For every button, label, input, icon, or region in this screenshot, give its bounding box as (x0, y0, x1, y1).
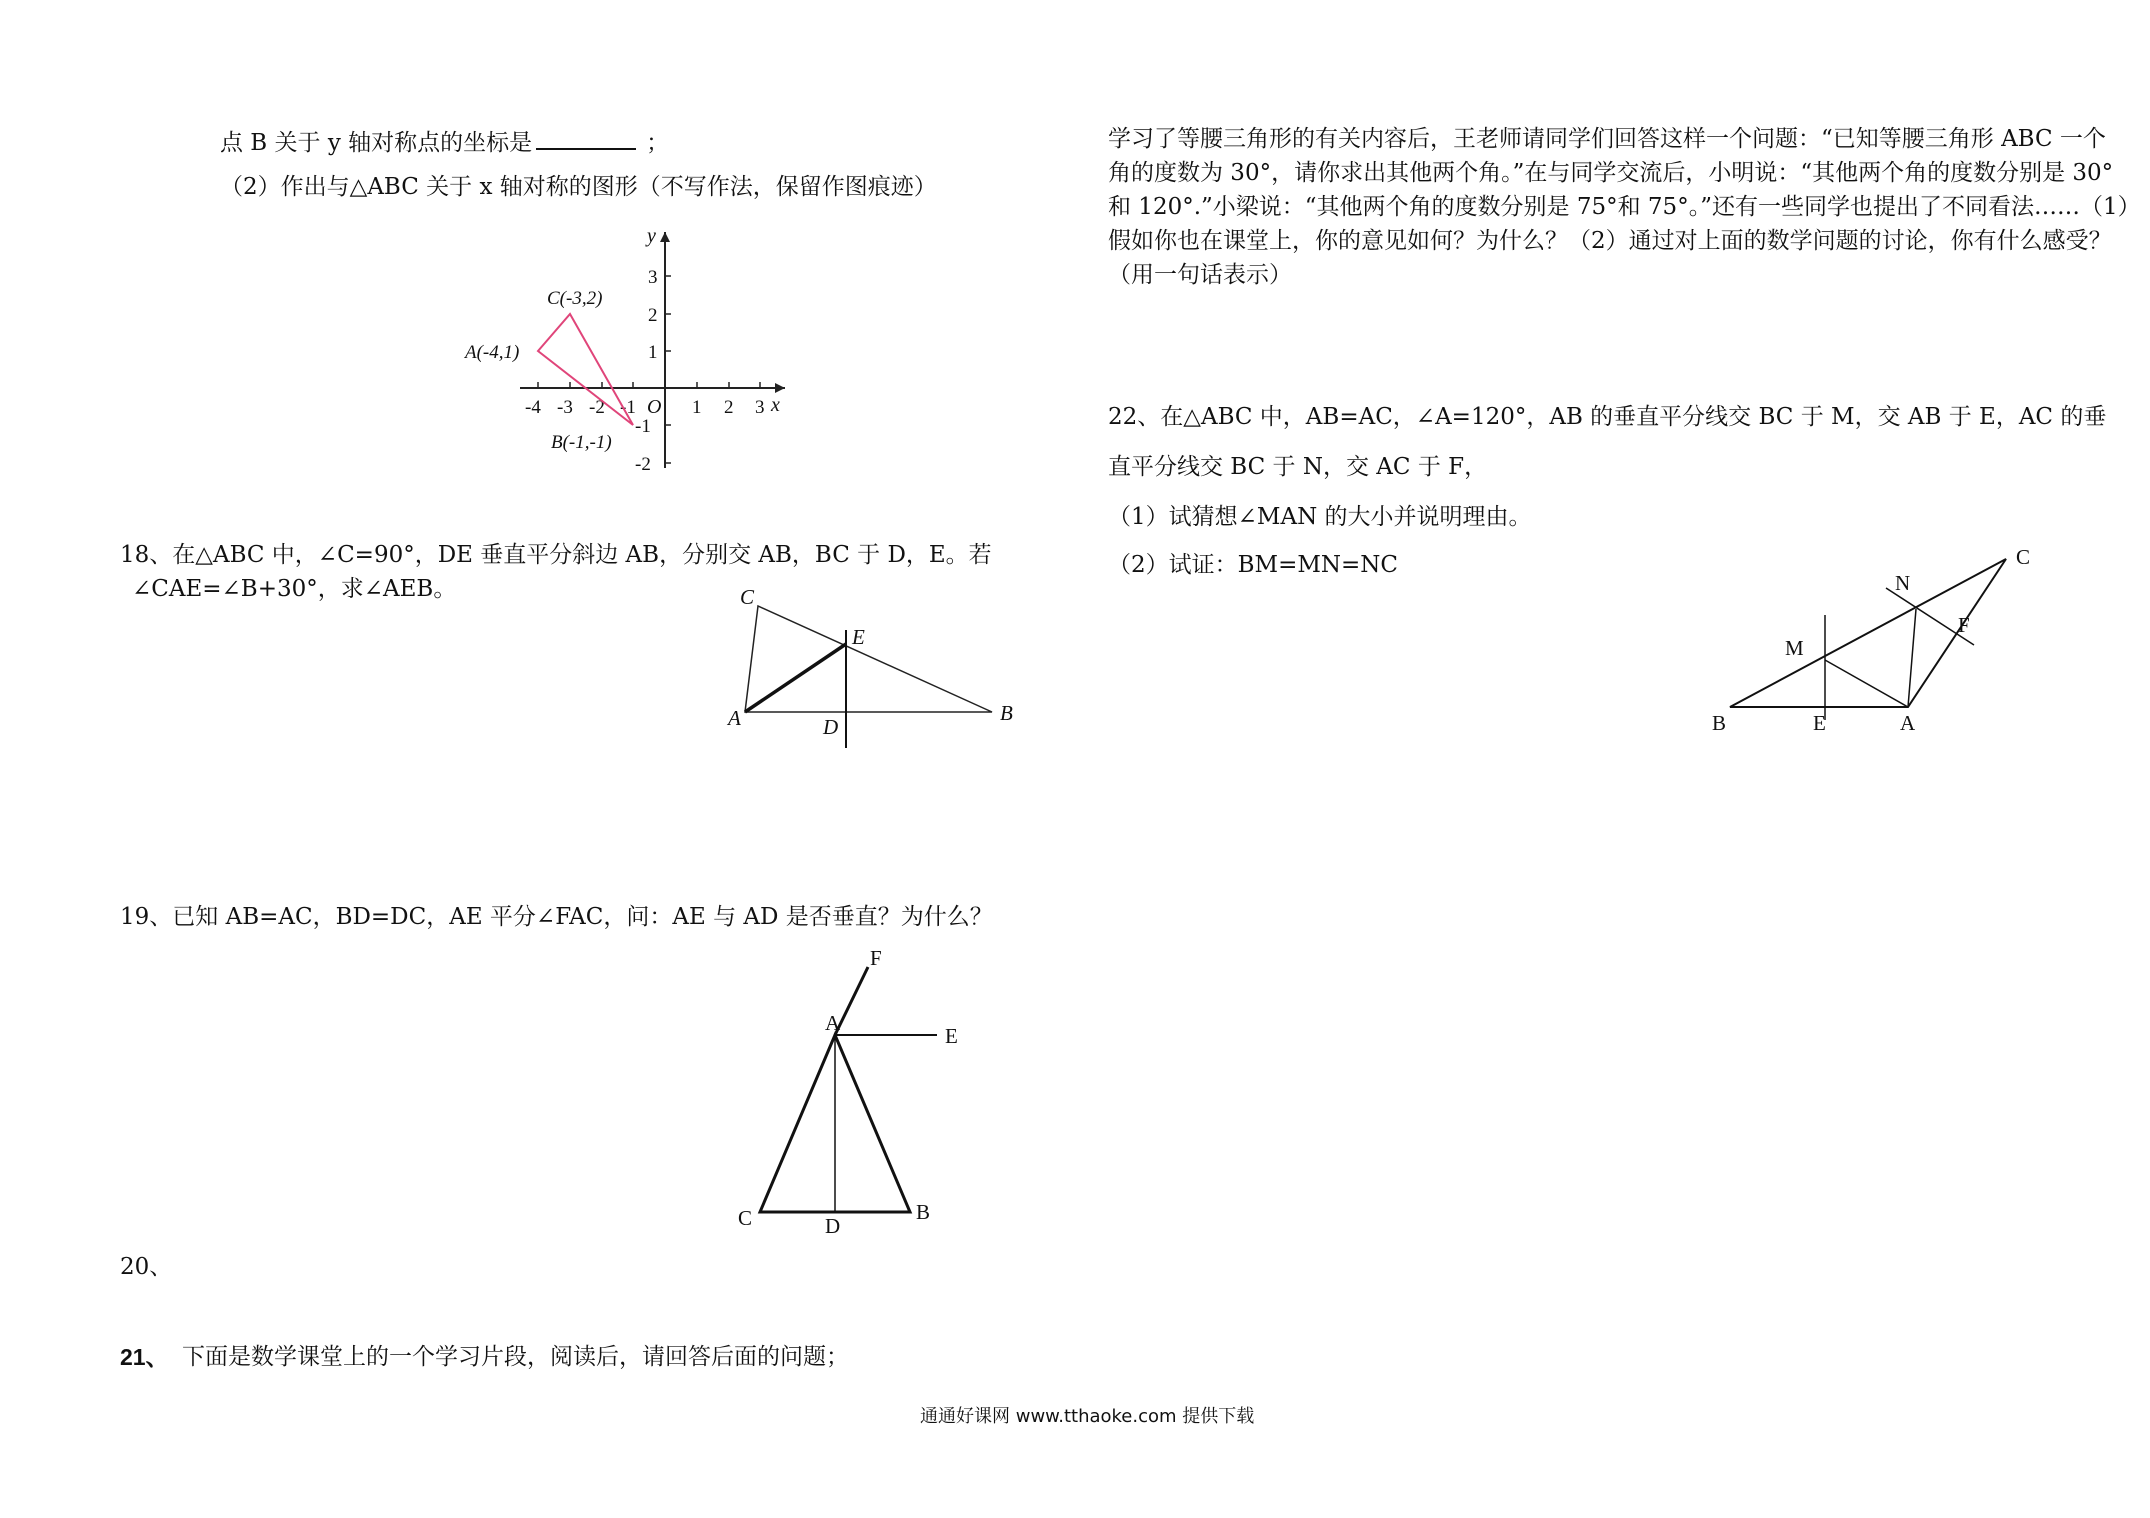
label-d: D (825, 1214, 841, 1238)
y-axis-label: y (647, 225, 656, 247)
y-tick-label: 1 (648, 342, 658, 363)
q18-line1: 18、在△ABC 中，∠C=90°，DE 垂直平分斜边 AB，分别交 AB，BC 于 D，E。若 (120, 542, 992, 568)
label-n: N (1895, 571, 1911, 595)
label-a: A (825, 1011, 841, 1035)
label-c: C (738, 1206, 753, 1230)
q20-label: 20、 (120, 1254, 173, 1280)
label-b: B (1000, 701, 1013, 725)
q22-line2: 直平分线交 BC 于 N，交 AC 于 F， (1108, 454, 1488, 480)
label-a: A (728, 706, 741, 730)
answer-blank[interactable] (536, 126, 636, 150)
point-a-label: A(-4,1) (465, 342, 520, 363)
q22-line1: 22、在△ABC 中，AB=AC，∠A=120°，AB 的垂直平分线交 BC 于 M，交 AB 于 E，AC 的垂 (1108, 404, 2107, 430)
point-c-label: C(-3,2) (547, 288, 603, 309)
x-axis-label: x (771, 394, 780, 416)
x-tick-label: -4 (525, 397, 541, 418)
q21-paragraph-line2: 角的度数为 30°，请你求出其他两个角。”在与同学交流后，小明说：“其他两个角的度数分别是 30° (1108, 160, 2114, 186)
q17-line1 (220, 126, 669, 160)
q22-sub2: （2）试证：BM=MN=NC (1108, 552, 1399, 578)
x-tick-label: -1 (620, 397, 636, 418)
label-e: E (1813, 711, 1826, 735)
label-e: E (852, 625, 865, 649)
triangle-abc (745, 606, 992, 712)
q19-triangle-figure (725, 945, 975, 1245)
x-tick-label: 2 (724, 397, 734, 418)
y-axis-arrow-icon (660, 232, 670, 242)
x-tick-label: 1 (692, 397, 702, 418)
label-b: B (1712, 711, 1727, 735)
q21-paragraph-line3: 和 120°.”小梁说：“其他两个角的度数分别是 75°和 75°。”还有一些同学也提出了不同看法……（1） (1108, 194, 2141, 220)
label-d: D (823, 715, 839, 739)
q17-coordinate-graph (455, 220, 795, 490)
label-m: M (1785, 636, 1804, 660)
q17-line2: （2）作出与△ABC 关于 x 轴对称的图形（不写作法，保留作图痕迹） (220, 174, 937, 200)
q21-paragraph-line1: 学习了等腰三角形的有关内容后，王老师请同学们回答这样一个问题：“已知等腰三角形 ABC 一个 (1108, 126, 2106, 152)
q18-line2: ∠CAE=∠B+30°，求∠AEB。 (132, 576, 457, 602)
q17-line1-end: ； (646, 130, 670, 156)
label-f: F (1958, 613, 1970, 637)
segment-am (1825, 660, 1908, 707)
segment-ae (745, 644, 846, 712)
label-a: A (1900, 711, 1916, 735)
point-b-label: B(-1,-1) (551, 432, 612, 453)
q17-line1-text: 点 B 关于 y 轴对称点的坐标是 (220, 130, 533, 156)
x-tick-label: 3 (755, 397, 765, 418)
label-b: B (916, 1200, 931, 1224)
x-tick-label: -2 (589, 397, 605, 418)
q21-paragraph-line4: 假如你也在课堂上，你的意见如何？为什么？（2）通过对上面的数学问题的讨论，你有什么感受？ (1108, 228, 2112, 254)
y-tick-label: -2 (635, 454, 651, 475)
segment-an (1908, 609, 1916, 707)
label-e: E (945, 1024, 958, 1048)
q18-triangle-figure (680, 585, 1013, 750)
x-axis-arrow-icon (775, 383, 785, 393)
q21-number: 21、 (120, 1344, 169, 1370)
y-tick-label: -1 (635, 416, 651, 437)
origin-label: O (647, 396, 662, 418)
label-c: C (740, 585, 755, 609)
q19-line: 19、已知 AB=AC，BD=DC，AE 平分∠FAC，问：AE 与 AD 是否垂直？为什么？ (120, 904, 993, 930)
page-footer: 通通好课网 www.tthaoke.com 提供下载 (920, 1406, 1255, 1427)
x-tick-label: -3 (557, 397, 573, 418)
q22-sub1: （1）试猜想∠MAN 的大小并说明理由。 (1108, 504, 1532, 530)
q21-paragraph-line5: （用一句话表示） (1108, 262, 1292, 288)
y-tick-label: 3 (648, 267, 658, 288)
label-c: C (2016, 545, 2031, 569)
y-tick-label: 2 (648, 305, 658, 326)
label-f: F (870, 946, 882, 970)
q21-intro: 下面是数学课堂上的一个学习片段，阅读后，请回答后面的问题； (182, 1344, 849, 1370)
triangle-abc (538, 314, 633, 425)
q22-triangle-figure (1700, 545, 2040, 740)
